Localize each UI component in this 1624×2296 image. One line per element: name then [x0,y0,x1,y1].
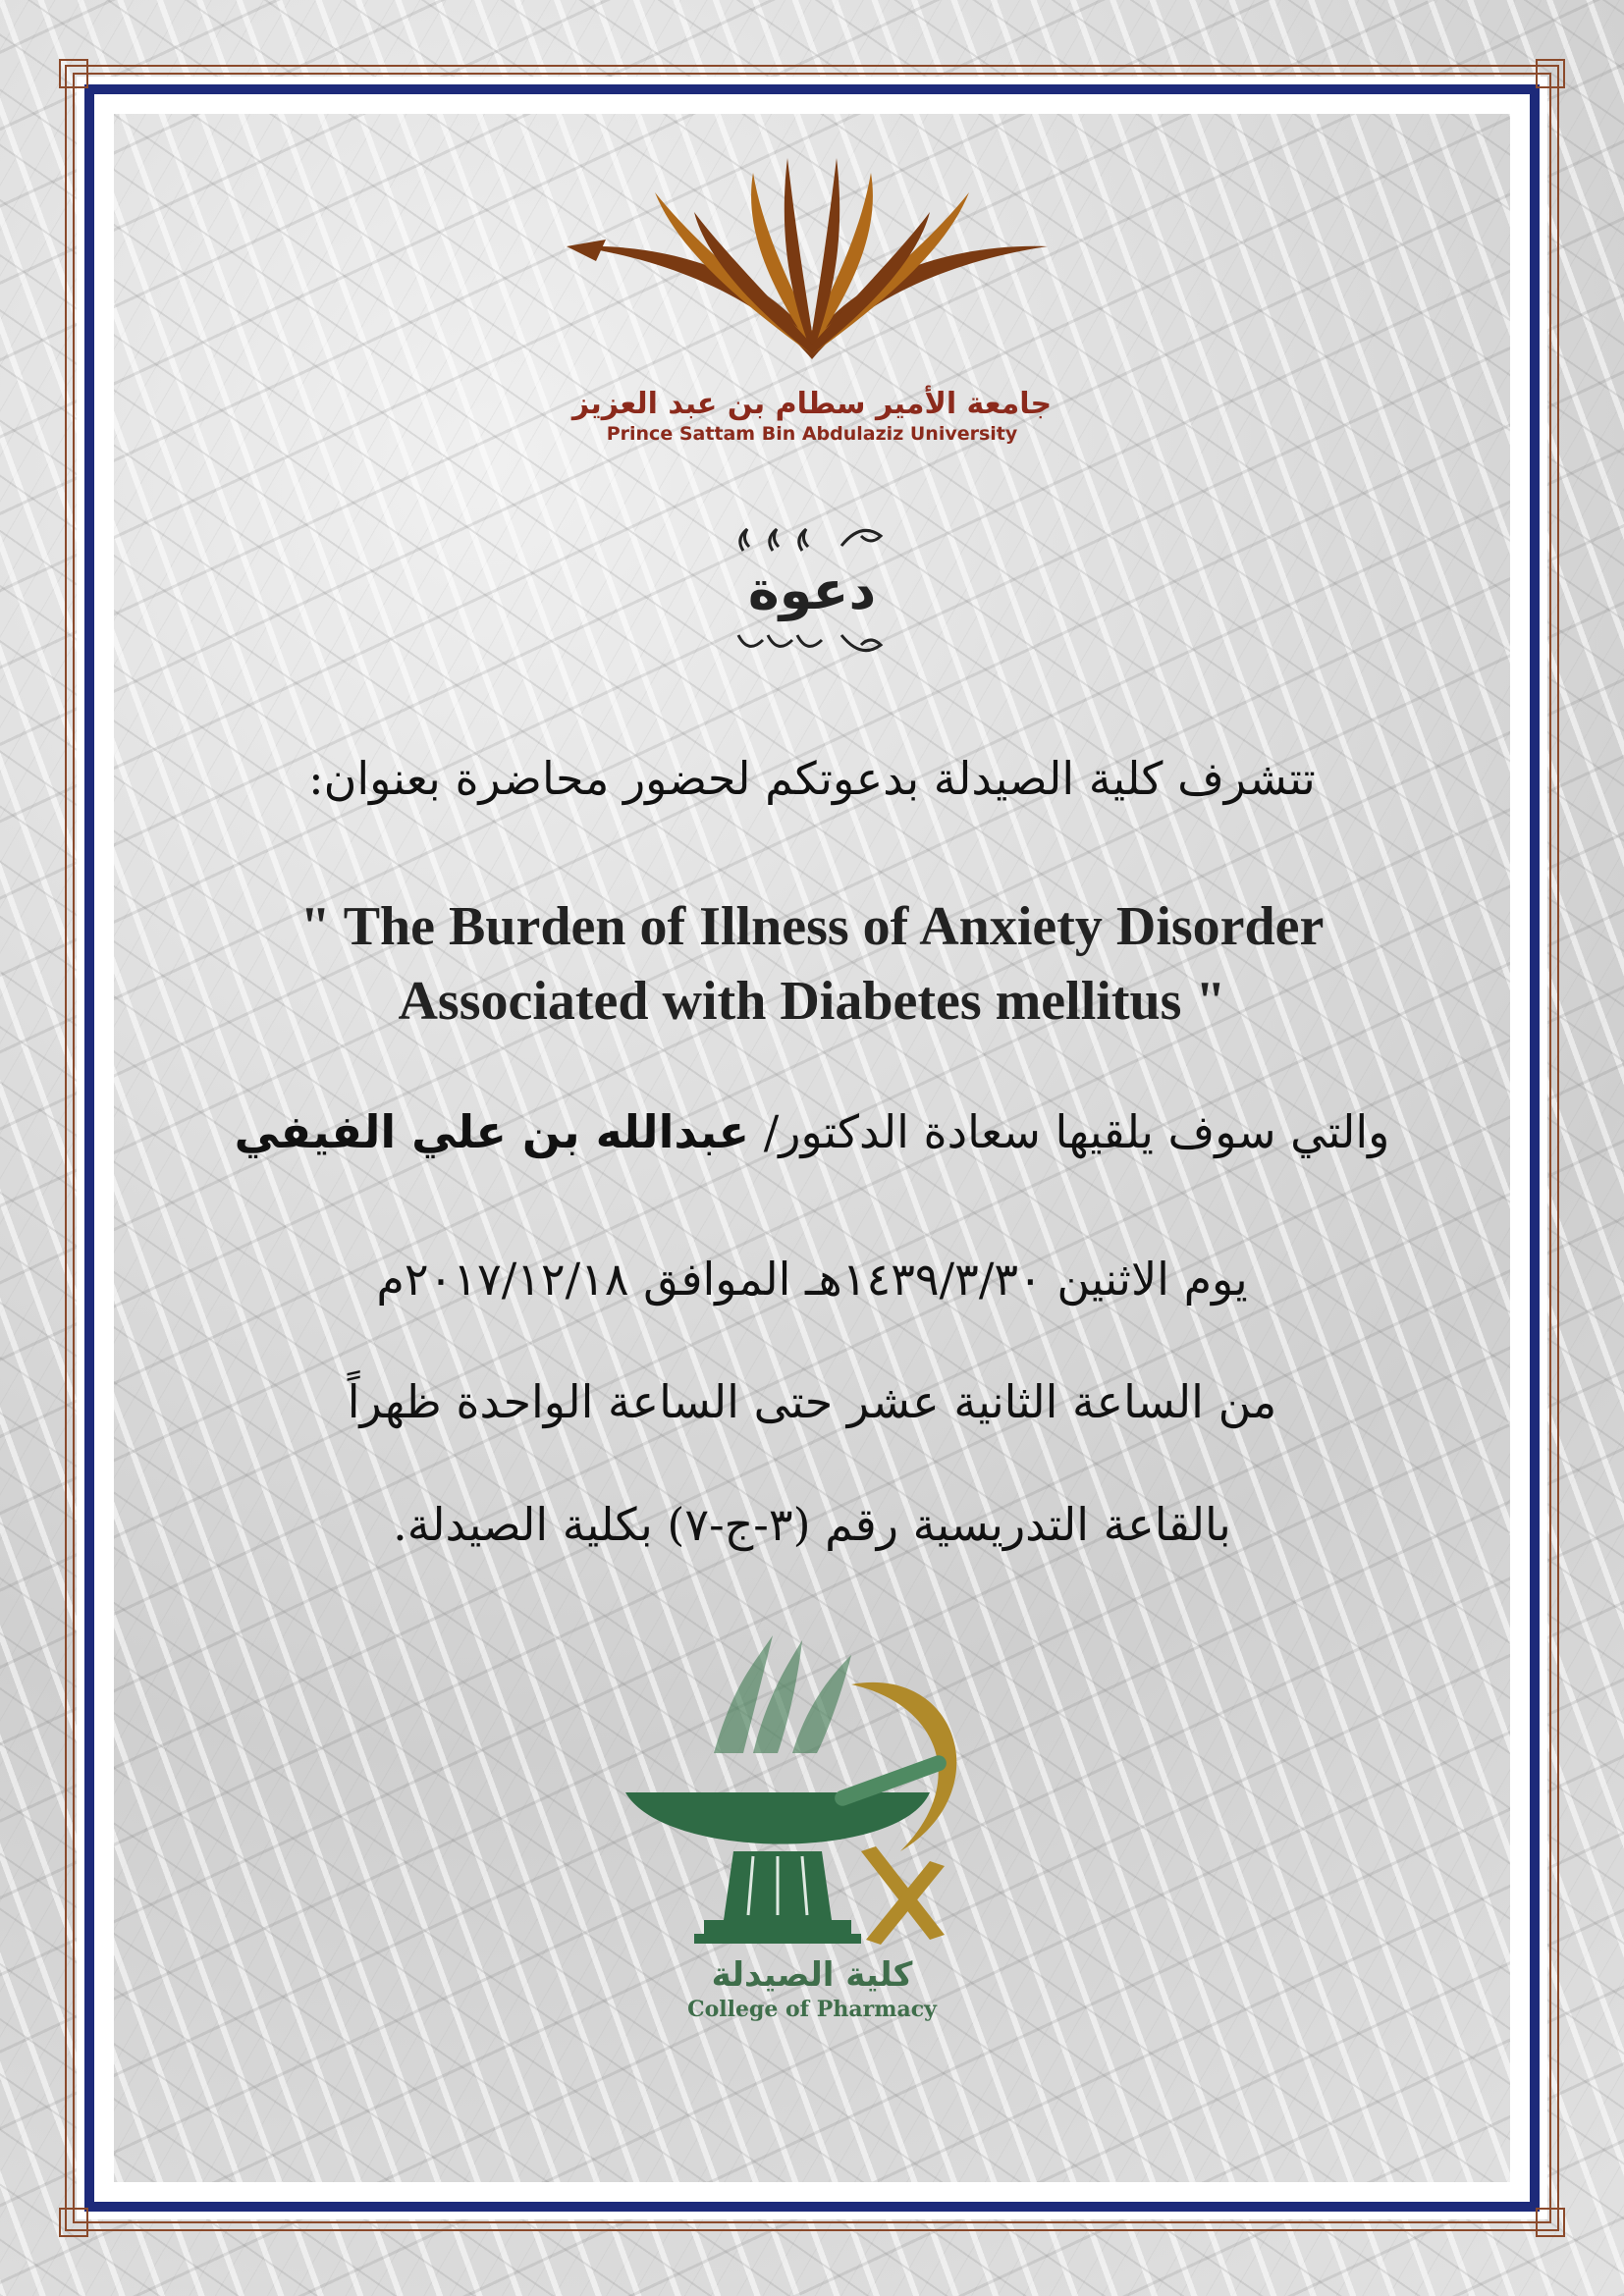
college-logo [114,1626,1510,2022]
invitation-card [114,114,1510,2182]
invitation-title: دعوة [747,560,877,621]
date-line: يوم الاثنين ١٤٣٩/٣/٣٠هـ الموافق ٢٠١٧/١٢/١٨م [376,1253,1248,1306]
calligraphy-ornament-icon [724,625,900,665]
speaker-prefix: والتي سوف يلقيها سعادة الدكتور/ [763,1105,1390,1158]
lecture-title-line-1: " The Burden of Illness of Anxiety Disorder [299,896,1325,957]
speaker-line [114,1105,1510,1158]
corner-ornament-icon [59,2208,88,2237]
place-line: بالقاعة التدريسية رقم (٣-ج-٧) بكلية الصيدلة. [393,1498,1231,1551]
mortar-pestle-rx-icon [606,1626,1018,1959]
university-name-arabic: جامعة الأمير سطام بن عبد العزيز [571,387,1053,421]
college-name-english: College of Pharmacy [687,1997,937,2022]
university-name-english: Prince Sattam Bin Abdulaziz University [606,423,1018,445]
lecture-title-line-2: Associated with Diabetes mellitus " [398,971,1226,1032]
corner-ornament-icon [1536,2208,1565,2237]
university-logo [114,153,1510,445]
lecture-title [114,889,1510,1039]
intro-text: تتشرف كلية الصيدلة بدعوتكم لحضور محاضرة بعنوان: [308,752,1316,805]
corner-ornament-icon [59,59,88,88]
college-name-arabic: كلية الصيدلة [711,1955,913,1995]
corner-ornament-icon [1536,59,1565,88]
calligraphy-ornament-icon [724,516,900,556]
speaker-name: عبدالله بن علي الفيفي [234,1105,750,1158]
open-book-leaves-icon [567,153,1057,379]
invitation-heading [114,516,1510,665]
time-line: من الساعة الثانية عشر حتى الساعة الواحدة ظهراً [347,1375,1277,1428]
